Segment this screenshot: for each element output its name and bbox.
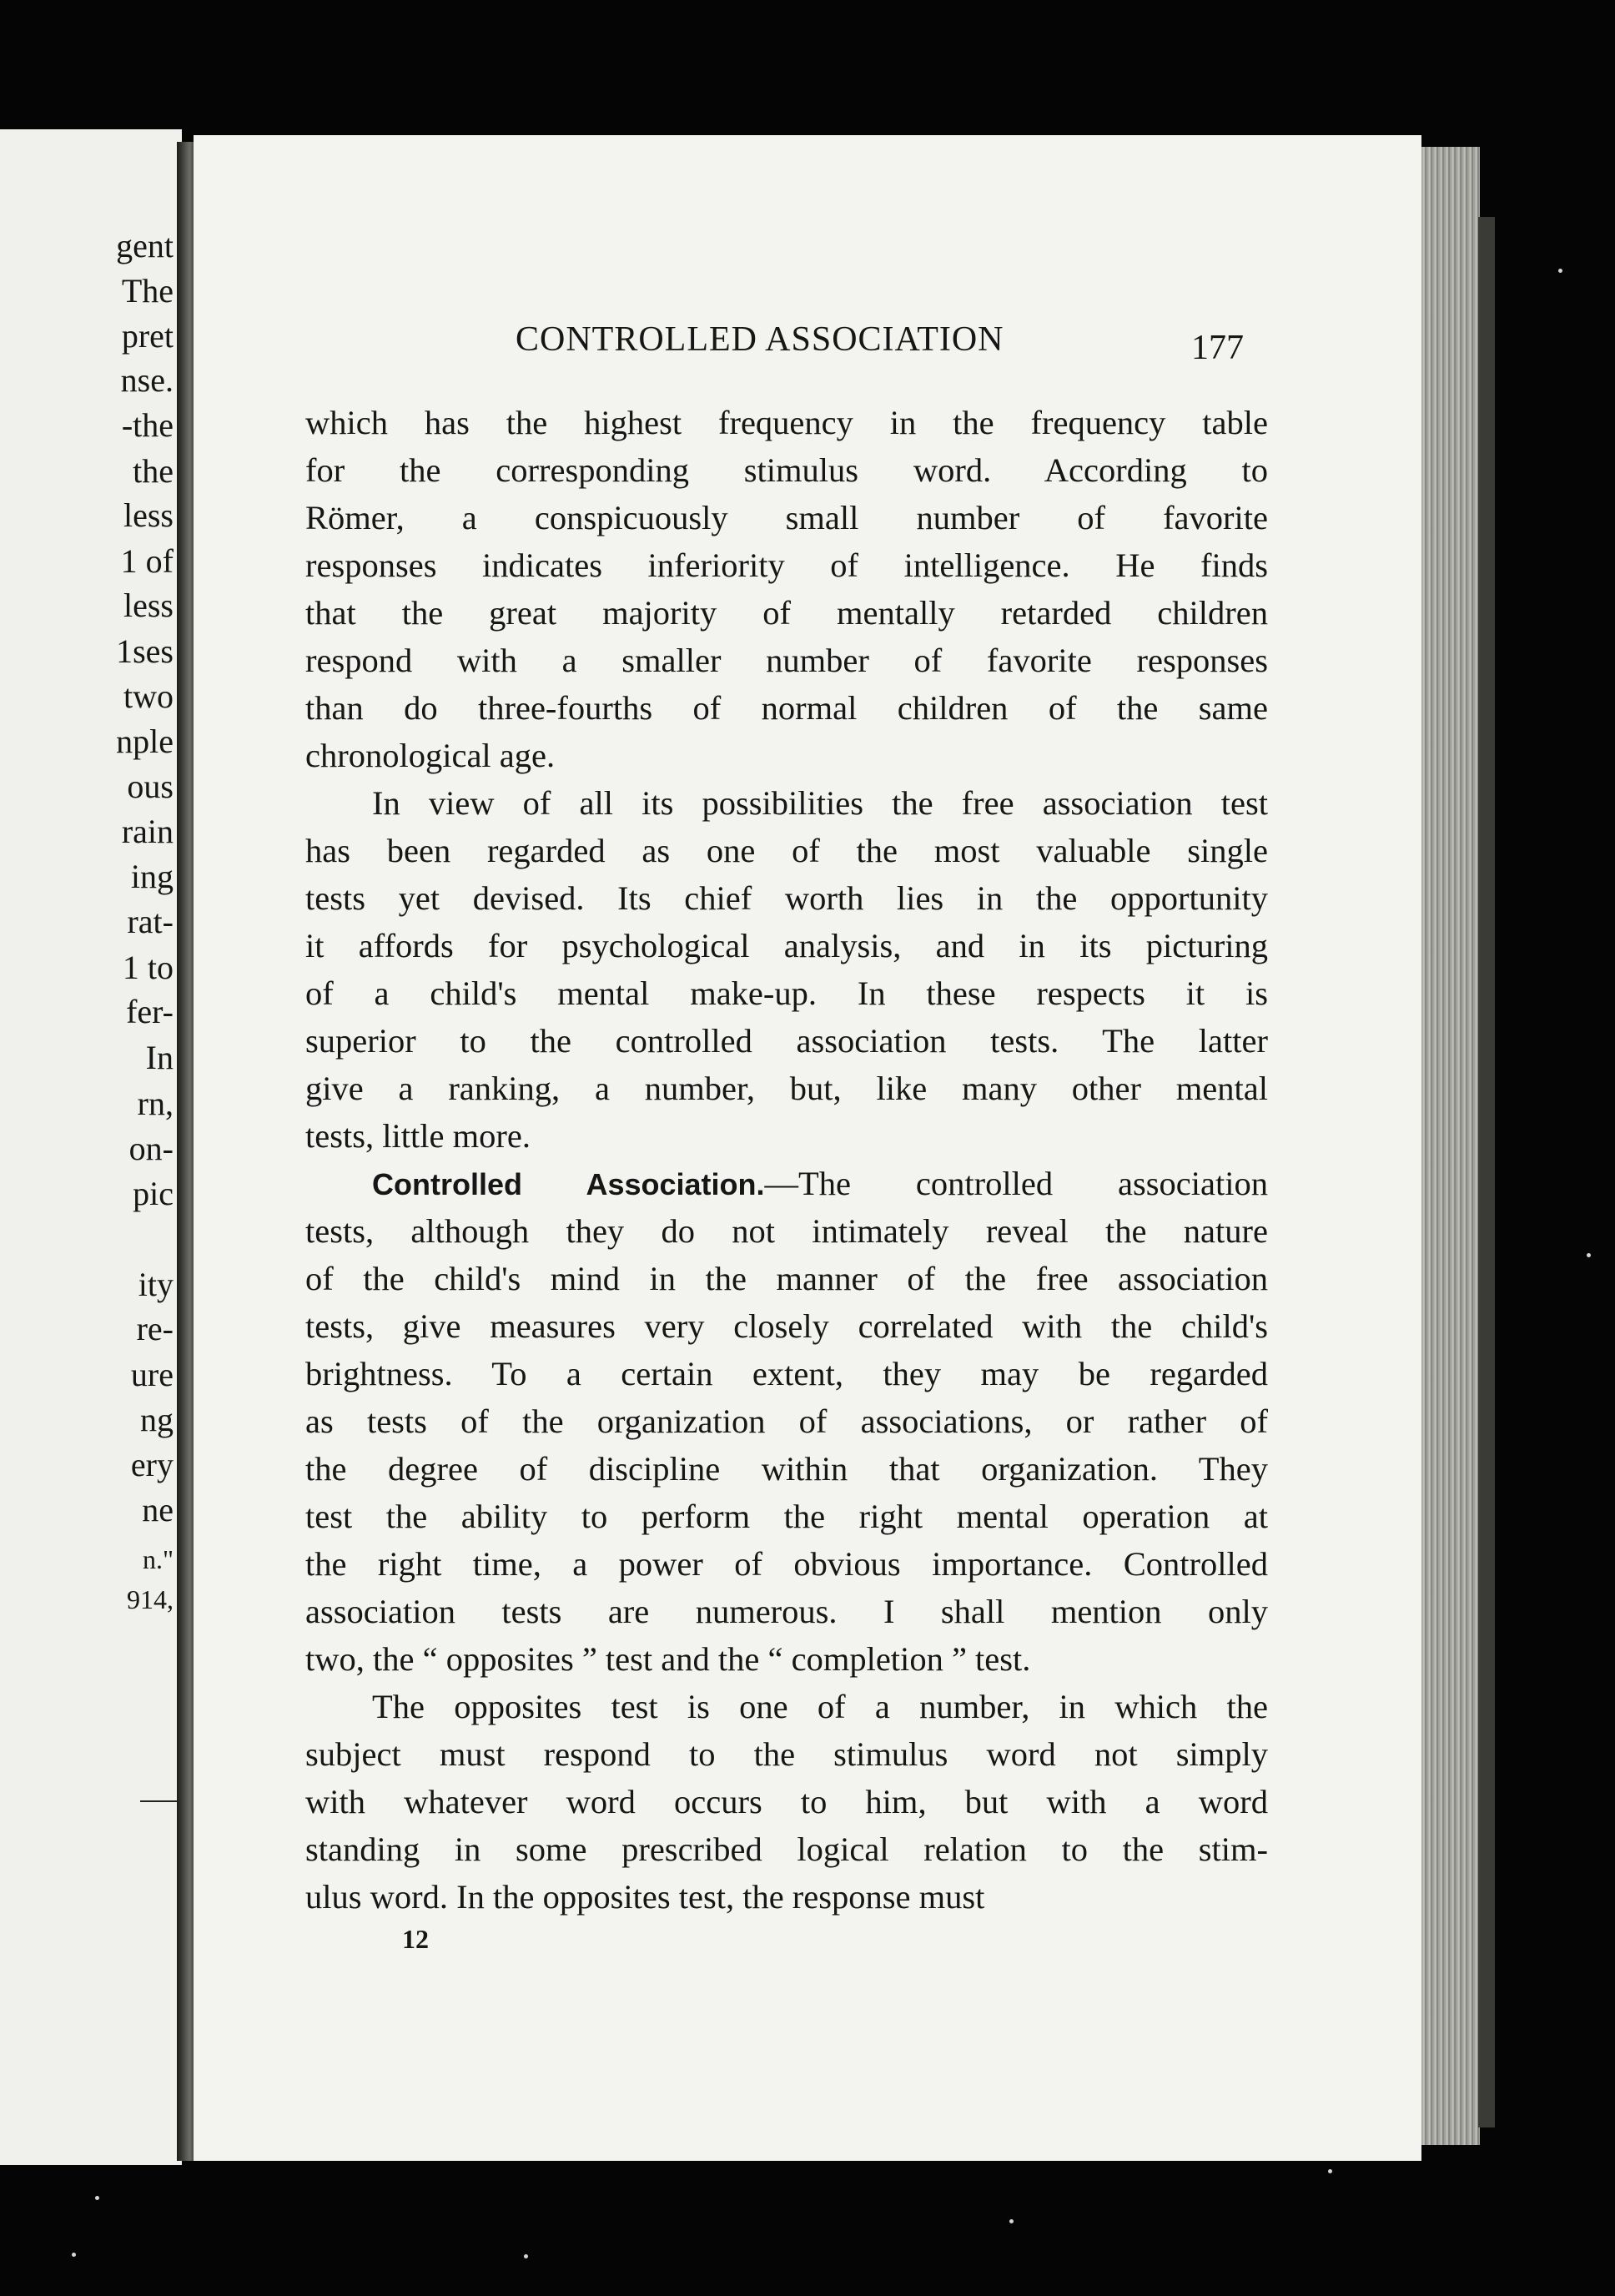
- dust-speck: [524, 2254, 528, 2258]
- text-line: has been regarded as one of the most valuable single: [305, 832, 1268, 869]
- left-page-fragment: nple: [116, 723, 174, 760]
- left-page-fragment: 914,: [127, 1584, 174, 1614]
- text-line: the degree of discipline within that organization. They: [305, 1450, 1268, 1488]
- footnote-rule: [140, 1800, 182, 1802]
- left-page-fragment: the: [133, 452, 174, 490]
- text-line: chronological age.: [305, 737, 556, 774]
- text-line: the right time, a power of obvious importance. Controlled: [305, 1545, 1268, 1583]
- text-line: of the child's mind in the manner of the free association: [305, 1260, 1268, 1297]
- text-line: subject must respond to the stimulus word not simply: [305, 1735, 1268, 1773]
- body-text: [305, 399, 1268, 1921]
- text-line: The opposites test is one of a number, in which the: [372, 1688, 1268, 1725]
- left-page-fragment: ous: [127, 768, 174, 805]
- left-page-fragment: 1 of: [120, 542, 174, 580]
- left-page-fragment: less: [123, 496, 174, 534]
- line-text: —The controlled association: [764, 1165, 1268, 1202]
- text-line: of a child's mental make-up. In these respects it is: [305, 974, 1268, 1012]
- left-page-fragment: The: [121, 272, 174, 310]
- text-line: standing in some prescribed logical relation to the stim-: [305, 1830, 1268, 1868]
- text-line: for the corresponding stimulus word. According to: [305, 451, 1268, 489]
- left-page-fragment: ery: [130, 1446, 174, 1483]
- signature-mark: 12: [402, 1924, 429, 1954]
- left-page-fragment: ity: [138, 1266, 174, 1303]
- left-page-fragment: nse.: [120, 361, 174, 399]
- left-page-fragment: ng: [140, 1401, 174, 1438]
- book-gutter: [177, 142, 195, 2161]
- text-line: give a ranking, a number, but, like many other mental: [305, 1070, 1268, 1107]
- text-line: as tests of the organization of associations, or rather of: [305, 1402, 1268, 1440]
- left-page-fragment: 1 to: [122, 949, 174, 986]
- text-line: it affords for psychological analysis, and in its picturing: [305, 927, 1268, 964]
- left-page-fragment: n.": [142, 1544, 174, 1574]
- dust-speck: [1558, 269, 1562, 273]
- text-line: tests, give measures very closely correlated with the child's: [305, 1307, 1268, 1345]
- cover-edge: [1478, 217, 1495, 2127]
- text-line: which has the highest frequency in the frequency table: [305, 404, 1268, 441]
- text-line: that the great majority of mentally retarded children: [305, 594, 1268, 632]
- text-line: two, the “ opposites ” test and the “ completion ” test.: [305, 1640, 1031, 1678]
- left-page-fragment: 1ses: [116, 632, 174, 670]
- dust-speck: [72, 2253, 76, 2257]
- left-page-fragment: rn,: [137, 1085, 174, 1122]
- running-head: CONTROLLED ASSOCIATION: [516, 320, 1004, 359]
- text-line: respond with a smaller number of favorite responses: [305, 642, 1268, 679]
- left-page-fragment: on-: [128, 1130, 174, 1167]
- left-page: [0, 129, 182, 2165]
- text-line: test the ability to perform the right mental operation at: [305, 1498, 1268, 1535]
- dust-speck: [1328, 2169, 1332, 2173]
- left-page-fragment: re-: [136, 1310, 174, 1347]
- left-page-fragment: ing: [130, 858, 174, 895]
- left-page-fragment: -the: [121, 406, 174, 444]
- text-line: with whatever word occurs to him, but with a word: [305, 1783, 1268, 1820]
- left-page-fragment: In: [145, 1039, 174, 1076]
- dust-speck: [1587, 1253, 1591, 1257]
- text-line: brightness. To a certain extent, they may be regarded: [305, 1355, 1268, 1392]
- left-page-fragment: rat-: [127, 903, 174, 940]
- left-page-fragment: fer-: [126, 993, 174, 1030]
- dust-speck: [95, 2196, 99, 2200]
- text-line: In view of all its possibilities the free association test: [372, 784, 1268, 822]
- text-line: tests yet devised. Its chief worth lies in the opportunity: [305, 879, 1268, 917]
- dust-speck: [1009, 2219, 1014, 2223]
- left-page-fragment: gent: [116, 227, 174, 264]
- left-page-fragment: two: [123, 677, 174, 715]
- left-page-fragment: rain: [121, 813, 174, 850]
- text-line: association tests are numerous. I shall mention only: [305, 1593, 1268, 1630]
- left-page-fragment: less: [123, 587, 174, 624]
- left-page-fragment: ure: [130, 1356, 174, 1393]
- page-block-edge: [1421, 147, 1480, 2145]
- text-line: responses indicates inferiority of intelligence. He finds: [305, 546, 1268, 584]
- page-number: 177: [1191, 329, 1244, 367]
- text-line: than do three-fourths of normal children of the same: [305, 689, 1268, 727]
- section-heading: Controlled Association.: [372, 1167, 765, 1201]
- text-line: ulus word. In the opposites test, the response must: [305, 1878, 985, 1916]
- text-line: superior to the controlled association tests. The latter: [305, 1022, 1268, 1060]
- left-page-fragment: pret: [121, 317, 174, 355]
- text-line: tests, little more.: [305, 1117, 531, 1155]
- left-page-fragment: ne: [142, 1491, 174, 1528]
- text-line: [305, 1160, 1268, 1207]
- left-page-fragment: pic: [133, 1175, 174, 1212]
- text-line: tests, although they do not intimately reveal the nature: [305, 1212, 1268, 1250]
- text-line: Römer, a conspicuously small number of favorite: [305, 499, 1268, 536]
